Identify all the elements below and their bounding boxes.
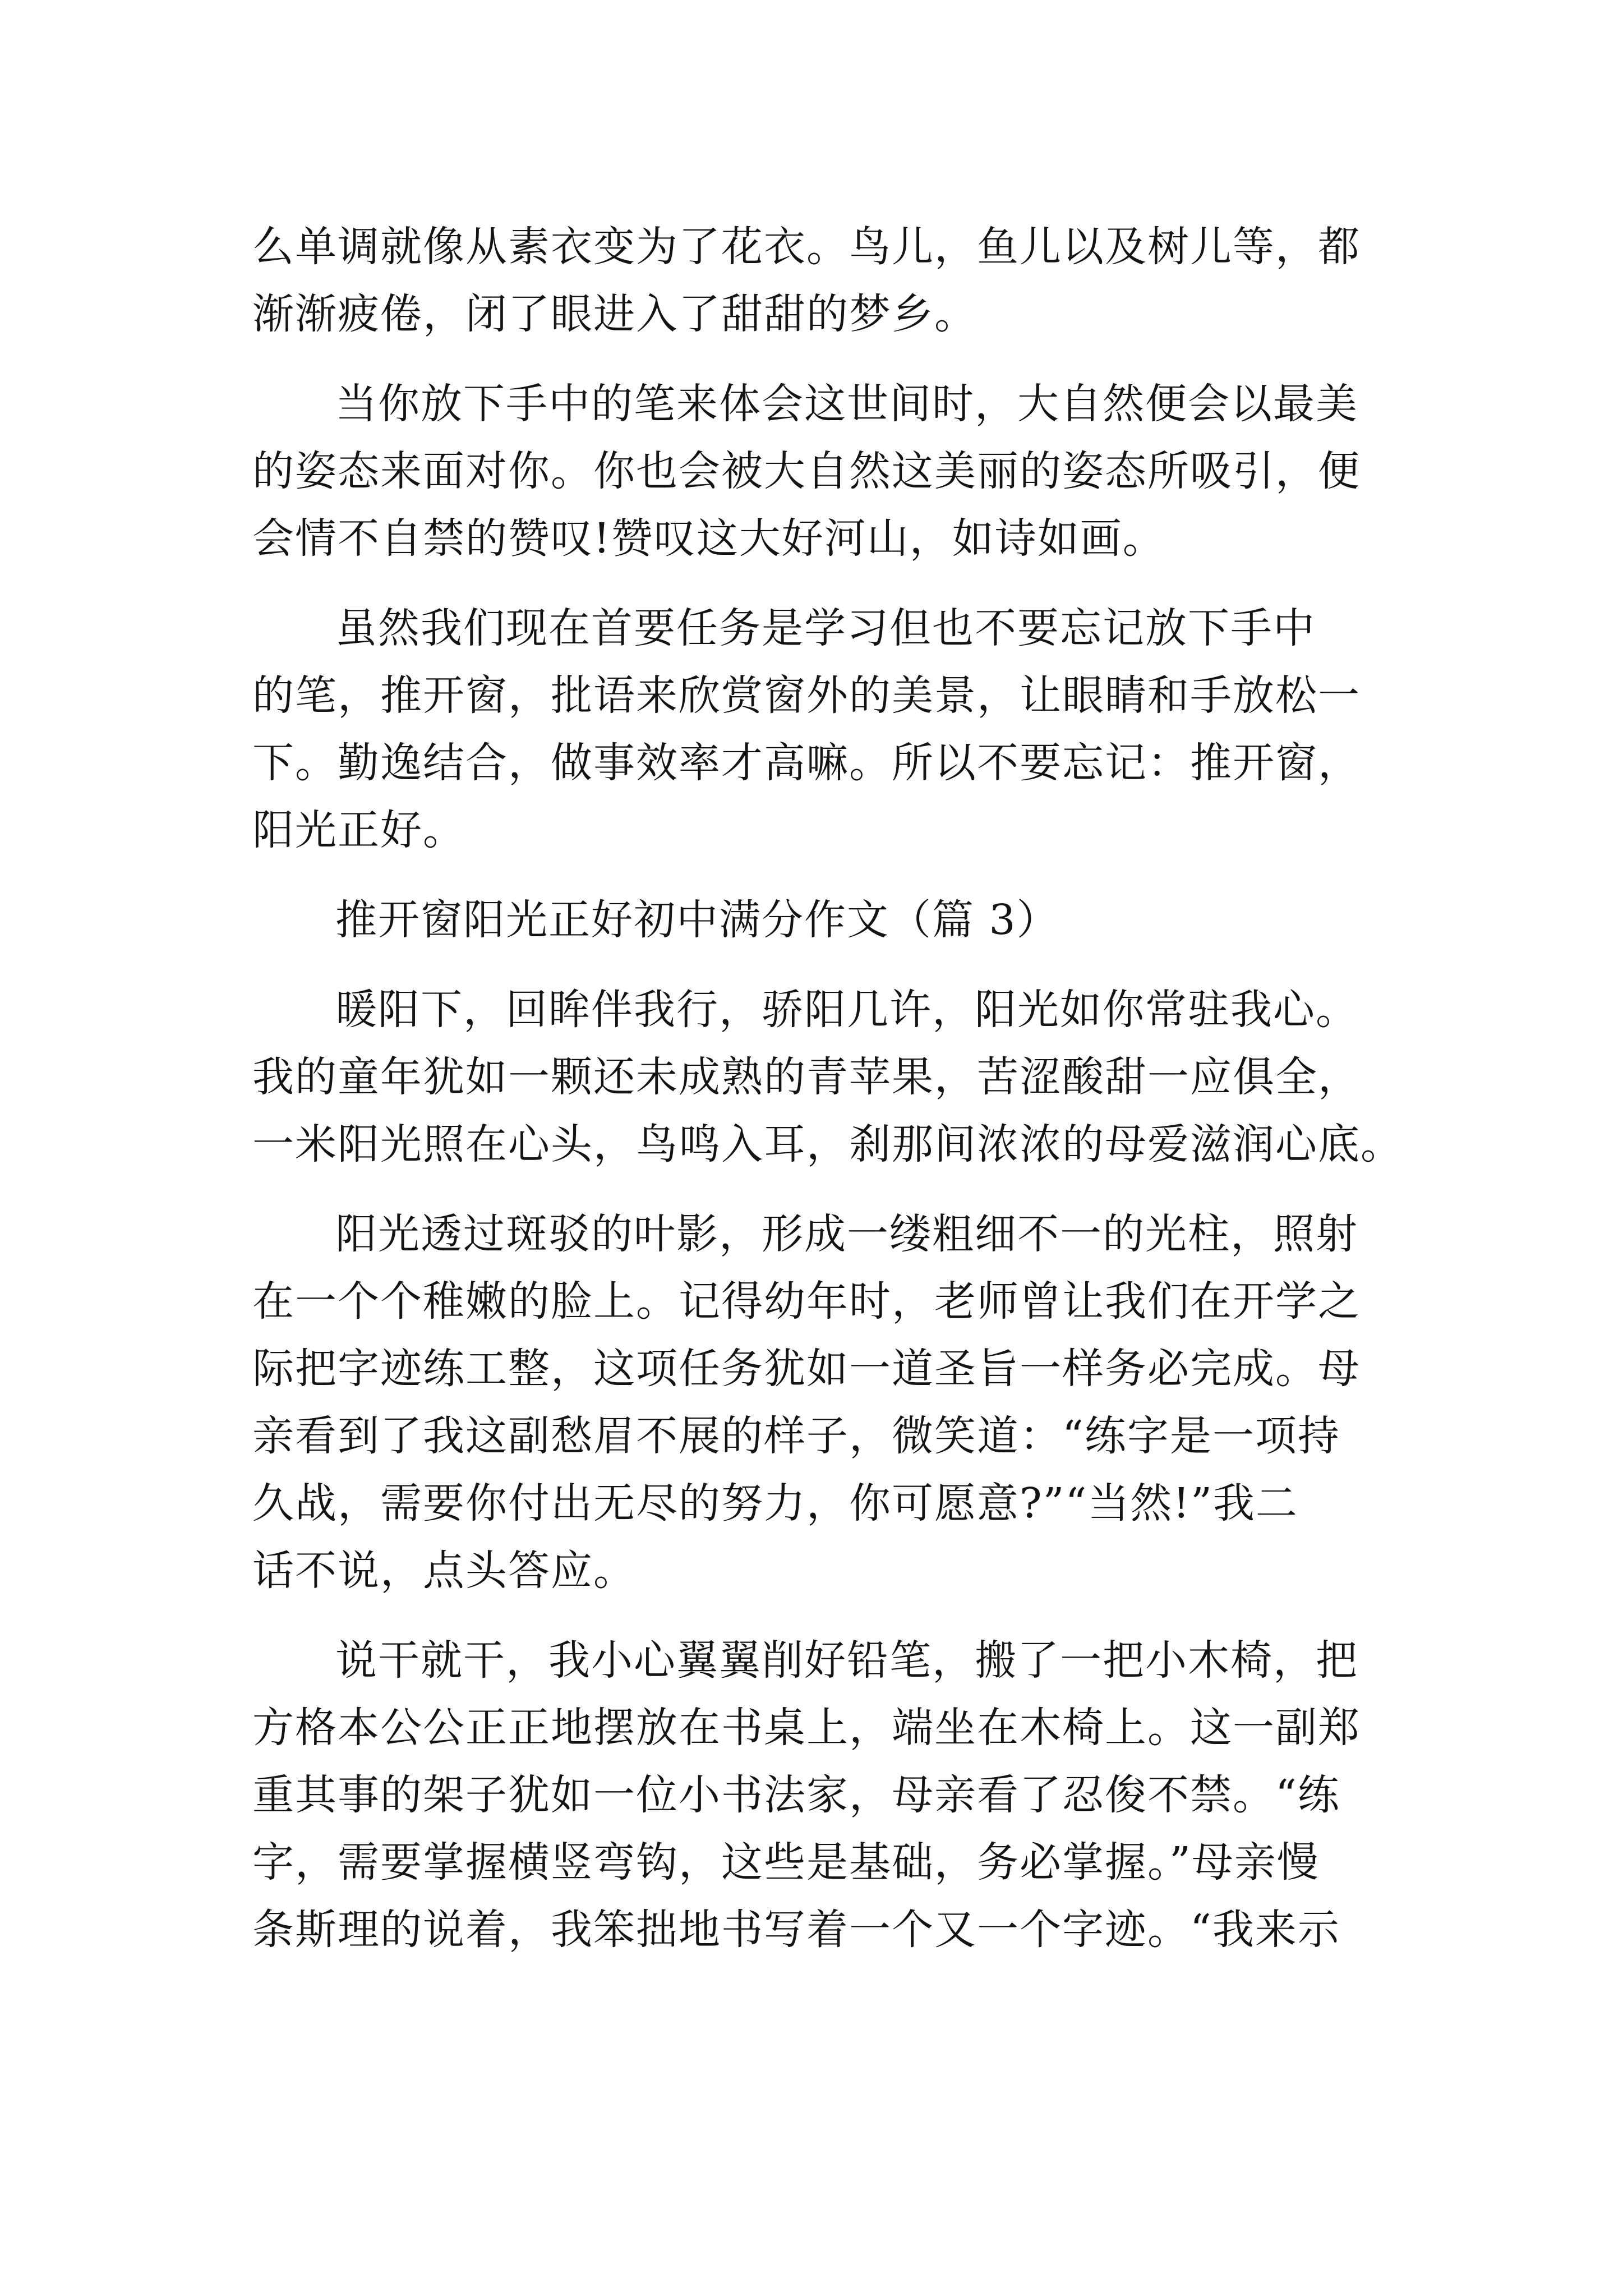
text-line: 重其事的架子犹如一位小书法家，母亲看了忍俊不禁。“练 (252, 1771, 1340, 1819)
document-body (252, 213, 1403, 1963)
paragraph-start-line: 阳光透过斑驳的叶影，形成一缕粗细不一的光柱，照射 (335, 1210, 1358, 1258)
text-line: 阳光正好。 (252, 806, 465, 854)
text-line: 字，需要掌握横竖弯钩，这些是基础，务必掌握。”母亲慢 (252, 1838, 1320, 1887)
paragraph-start-line: 暖阳下，回眸伴我行，骄阳几许，阳光如你常驻我心。 (335, 986, 1358, 1034)
paragraph-start-line: 说干就干，我小心翼翼削好铅笔，搬了一把小木椅，把 (335, 1636, 1358, 1685)
text-line: 我的童年犹如一颗还未成熟的青苹果，苦涩酸甜一应俱全， (252, 1053, 1361, 1101)
text-line: 的笔，推开窗，批语来欣赏窗外的美景，让眼睛和手放松一 (252, 671, 1361, 720)
text-line: 渐渐疲倦，闭了眼进入了甜甜的梦乡。 (252, 290, 977, 338)
text-line: 亲看到了我这副愁眉不展的样子，微笑道：“练字是一项持 (252, 1412, 1340, 1460)
paragraph-start-line: 当你放下手中的笔来体会这世间时，大自然便会以最美 (335, 380, 1358, 428)
text-line: 方格本公公正正地摆放在书桌上，端坐在木椅上。这一副郑 (252, 1704, 1361, 1752)
text-line: 条斯理的说着，我笨拙地书写着一个又一个字迹。“我来示 (252, 1906, 1340, 1954)
text-line: 在一个个稚嫩的脸上。记得幼年时，老师曾让我们在开学之 (252, 1277, 1361, 1326)
text-line: 一米阳光照在心头，鸟鸣入耳，刹那间浓浓的母爱滋润心底。 (252, 1120, 1403, 1168)
text-line: 际把字迹练工整，这项任务犹如一道圣旨一样务必完成。母 (252, 1345, 1361, 1393)
text-line: 话不说，点头答应。 (252, 1547, 636, 1595)
text-line: 下。勤逸结合，做事效率才高嘛。所以不要忘记：推开窗， (252, 739, 1361, 787)
text-line: 的姿态来面对你。你也会被大自然这美丽的姿态所吸引，便 (252, 447, 1361, 495)
text-line: 久战，需要你付出无尽的努力，你可愿意?”“当然!”我二 (252, 1479, 1298, 1527)
text-line: 会情不自禁的赞叹!赞叹这大好河山，如诗如画。 (252, 514, 1165, 563)
paragraph-start-line: 虽然我们现在首要任务是学习但也不要忘记放下手中 (335, 604, 1316, 652)
section-heading: 推开窗阳光正好初中满分作文（篇 3） (335, 896, 1059, 944)
text-line: 么单调就像从素衣变为了花衣。鸟儿，鱼儿以及树儿等，都 (252, 223, 1361, 271)
